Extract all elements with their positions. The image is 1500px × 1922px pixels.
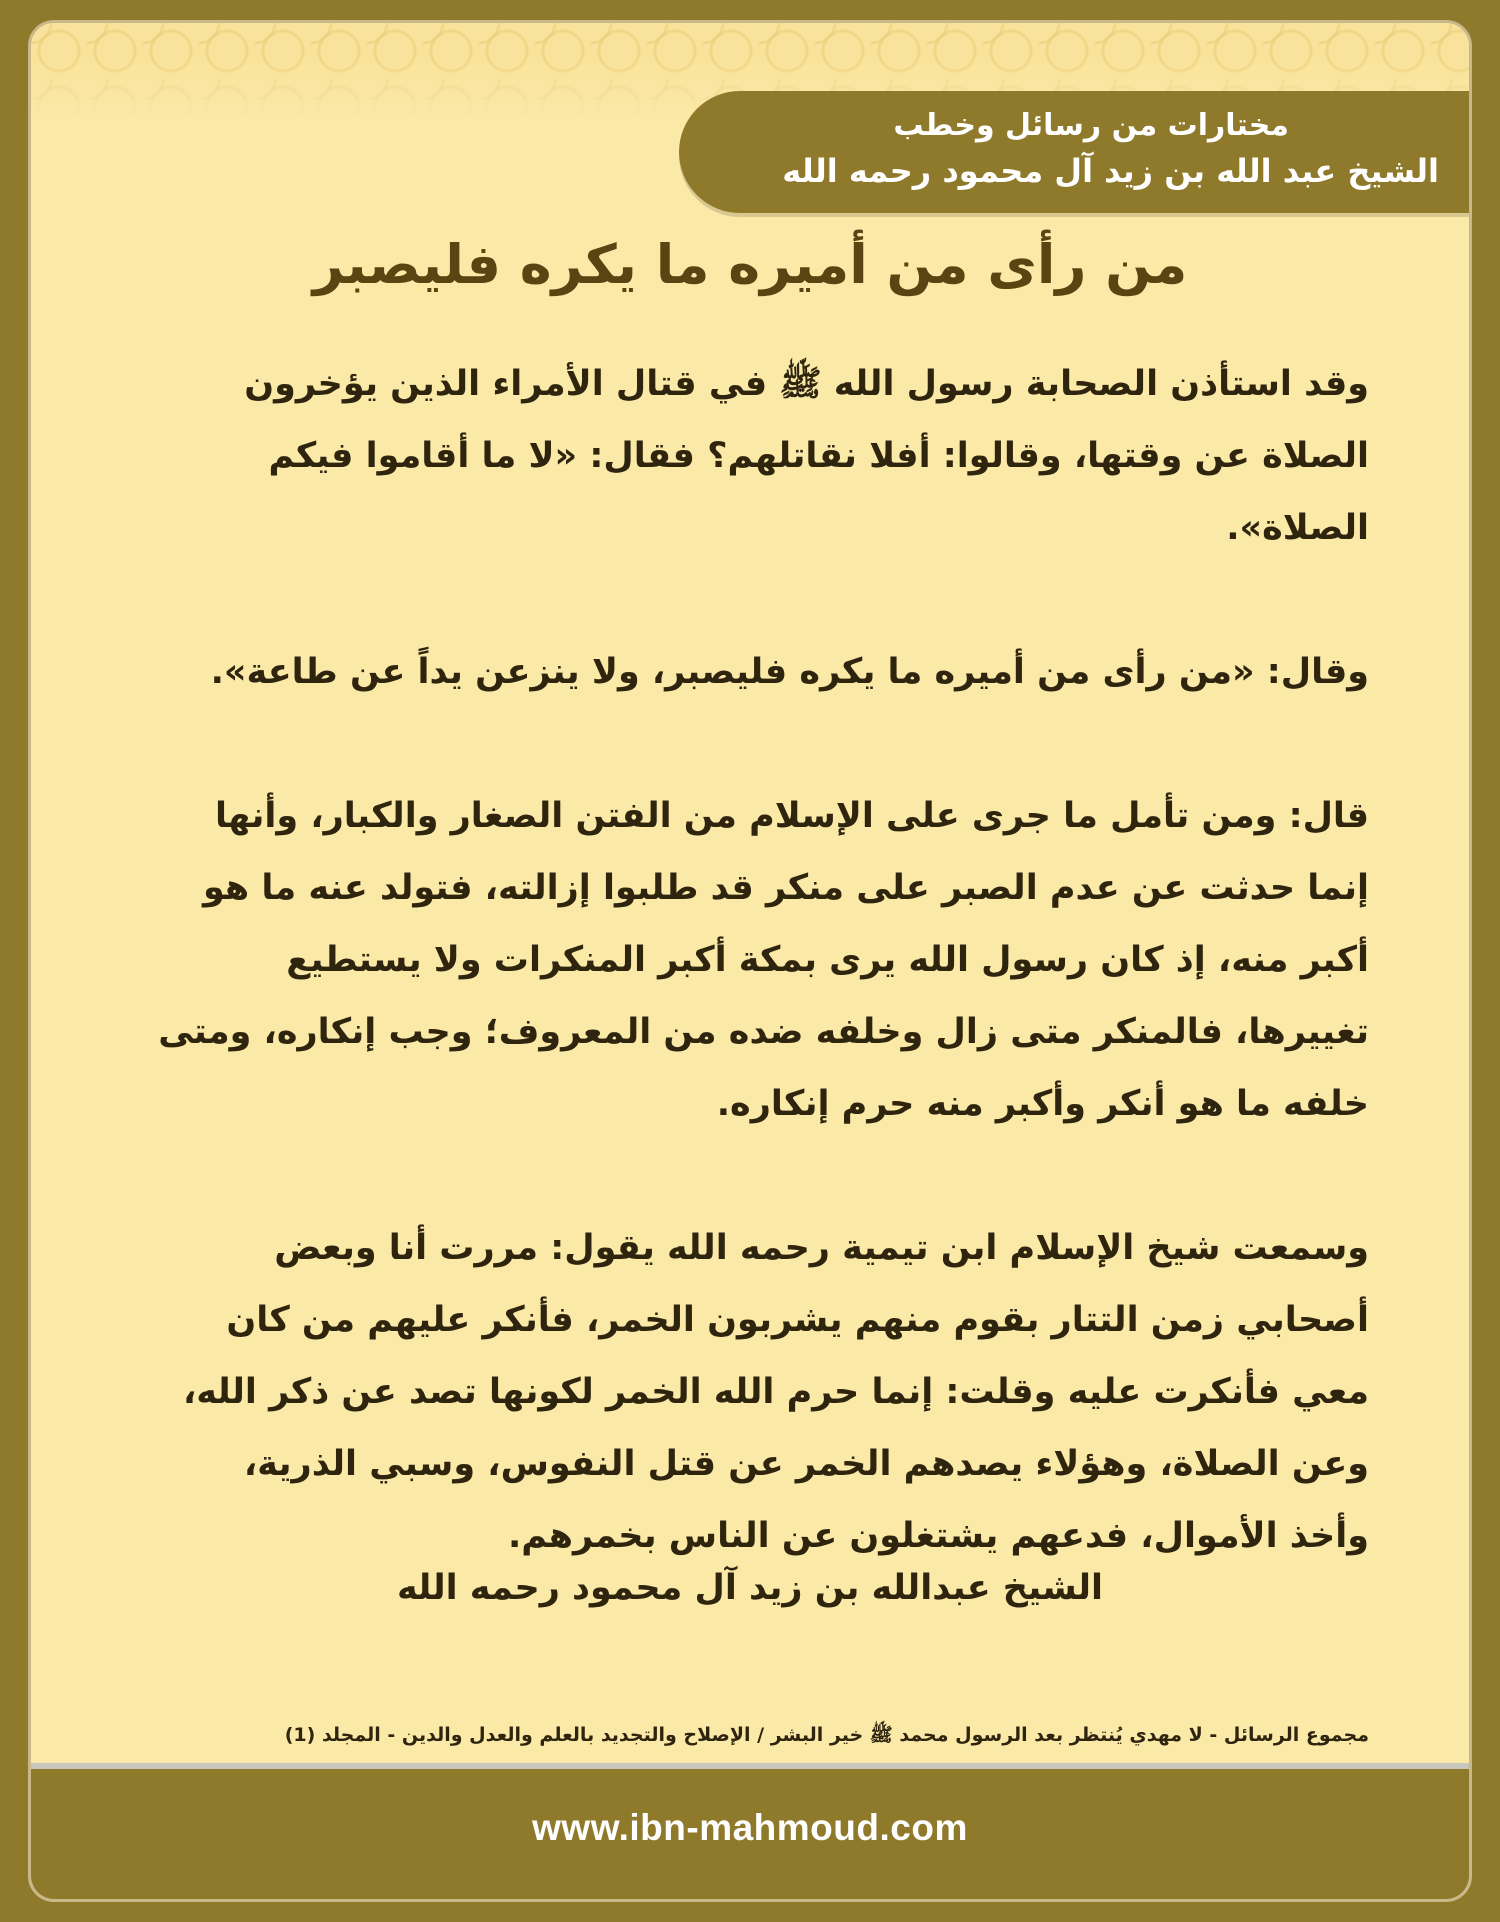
- header-series-title: مختارات من رسائل وخطب: [893, 108, 1289, 143]
- article-title: من رأى من أميره ما يكره فليصبر: [312, 233, 1188, 296]
- paragraph-4: وسمعت شيخ الإسلام ابن تيمية رحمه الله يقول: مررت أنا وبعض أصحابي زمن التتار بقوم منهم يشربون الخمر، فأنكر عليهم من كان معي فأنكرت عليه وقلت: إنما حرم الله الخمر لكونها تصد عن ذكر الله، وعن الصلاة، وهؤلاء يصدهم الخمر عن قتل النفوس، وسبي الذرية، وأخذ الأموال، فدعهم يشتغلون عن الناس بخمرهم.: [182, 1228, 1369, 1556]
- website-link[interactable]: www.ibn-mahmoud.com: [532, 1807, 968, 1848]
- header-banner: [679, 91, 1469, 213]
- header-author: الشيخ عبد الله بن زيد آل محمود رحمه الله: [782, 152, 1439, 190]
- author-signature: الشيخ عبدالله بن زيد آل محمود رحمه الله: [396, 1568, 1104, 1608]
- page-frame: [28, 20, 1472, 1902]
- paragraph-1: وقد استأذن الصحابة رسول الله ﷺ في قتال الأمراء الذين يؤخرون الصلاة عن وقتها، وقالوا: أفلا نقاتلهم؟ فقال: «لا ما أقاموا فيكم الصلاة».: [244, 364, 1369, 548]
- footer-bar: [31, 1763, 1469, 1899]
- source-citation: مجموع الرسائل - لا مهدي يُنتظر بعد الرسول محمد ﷺ خير البشر / الإصلاح والتجديد بالعلم والعدل والدين - المجلد (1): [284, 1724, 1369, 1746]
- article-body: [156, 348, 1369, 1572]
- paragraph-3: قال: ومن تأمل ما جرى على الإسلام من الفتن الصغار والكبار، وأنها إنما حدثت عن عدم الصبر على منكر قد طلبوا إزالته، فتولد عنه ما هو أكبر منه، إذ كان رسول الله يرى بمكة أكبر المنكرات ولا يستطيع تغييرها، فالمنكر متى زال وخلفه ضده من المعروف؛ وجب إنكاره، ومتى خلفه ما هو أنكر وأكبر منه حرم إنكاره.: [158, 796, 1369, 1124]
- paragraph-2: وقال: «من رأى من أميره ما يكره فليصبر، ولا ينزعن يداً عن طاعة».: [210, 652, 1369, 692]
